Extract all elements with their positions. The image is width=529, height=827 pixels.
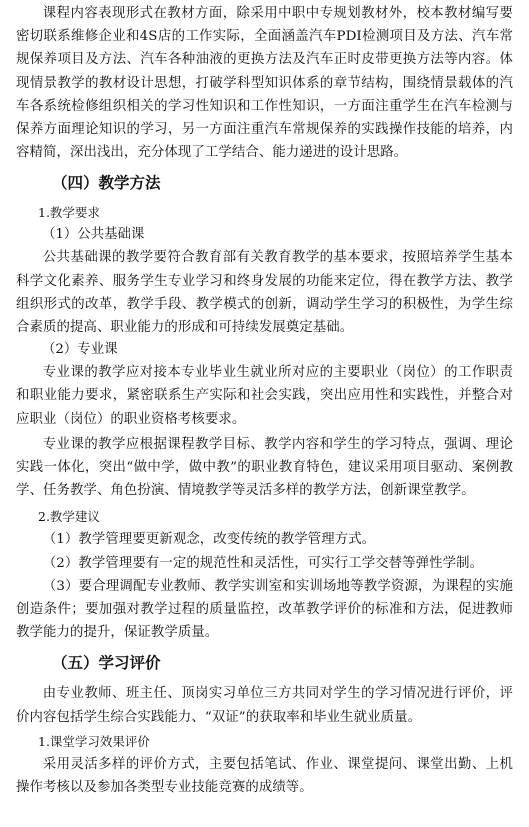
paragraph-major-course-2: 专业课的教学应根据课程教学目标、教学内容和学生的学习特点，强调、理论实践一体化，突出“做中学，做中教”的职业教育特色，建议采用项目驱动、案例教学、任务教学、角色扮演、情境教学等灵活多样的教学方法，创新课堂教学。 bbox=[16, 436, 513, 499]
paragraph-suggestion-3: （3）要合理调配专业教师、教学实训室和实训场地等教学资源，为课程的实施创造条件；要加强对教学过程的质量监控，改革教学评价的标准和方法，促进教师教学能力的提升，保证教学质量。 bbox=[16, 578, 513, 641]
paragraph-learning-evaluation: 由专业教师、班主任、顶岗实习单位三方共同对学生的学习情况进行评价，评价内容包括学生综合实践能力、“双证”的获取率和毕业生就业质量。 bbox=[16, 686, 513, 725]
heading-teaching-requirements: 1.教学要求 bbox=[38, 205, 100, 221]
heading-teaching-methods: （四）教学方法 bbox=[52, 173, 161, 193]
paragraph-public-basic-course: 公共基础课的教学要符合教育部有关教育教学的基本要求，按照培养学生基本科学文化素养、服务学生专业学习和终身发展的功能来定位，得在教学方法、教学组织形式的改革，教学手段、教学模式的创新，调动学生学习的积极性，为学生综合素质的提高、职业能力的形成和可持续发展奠定基础。 bbox=[16, 250, 513, 336]
heading-public-basic-course: （1）公共基础课 bbox=[42, 227, 145, 243]
paragraph-classroom-evaluation: 采用灵活多样的评价方式，主要包括笔试、作业、课堂提问、课堂出勤、上机操作考核以及参加各类型专业技能竞赛的成绩等。 bbox=[16, 756, 513, 796]
paragraph-suggestion-1: （1）教学管理要更新观念，改变传统的教学管理方式。 bbox=[42, 532, 376, 548]
heading-teaching-suggestions: 2.教学建议 bbox=[38, 509, 100, 525]
paragraph-suggestion-2: （2）教学管理要有一定的规范性和灵活性，可实行工学交替等弹性学制。 bbox=[42, 555, 484, 571]
heading-learning-evaluation: （五）学习评价 bbox=[52, 653, 161, 673]
heading-classroom-evaluation: 1.课堂学习效果评价 bbox=[38, 733, 150, 749]
paragraph-course-content: 课程内容表现形式在教材方面，除采用中职中专规划教材外，校本教材编写要密切联系维修企业和4S店的工作实际，全面涵盖汽车PDI检测项目及方法、汽车常规保养项目及方法、汽车各种油液的更换方法及汽车正时皮带更换方法等内容。体现情景教学的教材设计思想，打破学科型知识体系的章节结构，围绕情景载体的汽车各系统检修组织相关的学习性知识和工作性知识，一方面注重学生在汽车检测与保养方面理论知识的学习，另一方面注重汽车常规保养的实践操作技能的培养，内容精简，深出浅出，充分体现了工学结合、能力递进的设计思路。 bbox=[16, 6, 513, 161]
paragraph-major-course-1: 专业课的教学应对接本专业毕业生就业所对应的主要职业（岗位）的工作职责和职业能力要求，紧密联系生产实际和社会实践，突出应用性和实践性，并整合对应职业（岗位）的职业资格考核要求。 bbox=[16, 365, 513, 427]
heading-major-course: （2）专业课 bbox=[42, 342, 118, 358]
